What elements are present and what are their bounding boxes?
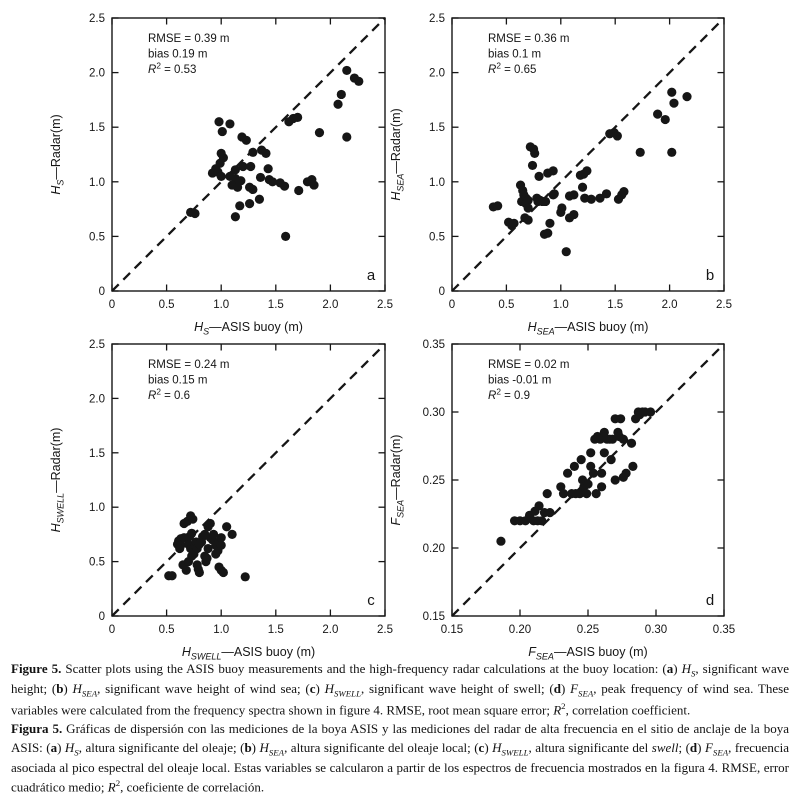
label-segment: R	[488, 390, 497, 402]
data-point	[493, 201, 502, 210]
caption-segment: Figure 5.	[11, 661, 62, 676]
caption-english	[11, 660, 789, 720]
label-segment: RMSE = 0.39 m	[148, 33, 230, 45]
caption-segment: d	[689, 739, 698, 755]
caption-segment: , altura significante del oleaje; (	[78, 739, 245, 755]
y-tick-label: 0.15	[422, 611, 445, 623]
label-segment: —ASIS buoy (m)	[553, 645, 648, 659]
data-point	[222, 522, 231, 531]
caption-segment: )	[697, 739, 705, 755]
x-tick-label: 1.0	[213, 624, 230, 636]
x-tick-label: 0.30	[644, 624, 668, 636]
label-segment: RMSE = 0.02 m	[488, 359, 570, 371]
caption-segment: S	[690, 668, 696, 679]
caption-segment: F	[570, 681, 579, 697]
data-point	[235, 201, 244, 210]
x-tick-label: 0.15	[440, 624, 464, 636]
caption-segment: H	[492, 739, 502, 755]
label-segment: 2	[496, 387, 501, 397]
caption-segment: )	[315, 681, 325, 697]
stats-line	[488, 359, 570, 371]
y-tick-label: 1.5	[429, 122, 445, 135]
caption-segment: swell	[651, 739, 679, 755]
data-point	[582, 489, 591, 498]
data-point	[563, 469, 572, 478]
y-tick-label: 1.5	[89, 122, 105, 135]
caption-segment: c	[309, 681, 316, 697]
data-point	[646, 407, 655, 416]
label-segment: H	[527, 320, 537, 334]
caption-segment: , altura significante del	[528, 739, 652, 755]
x-tick-label: 0.35	[712, 624, 736, 636]
y-tick-label: 0.5	[89, 231, 105, 244]
panel-letter: c	[367, 592, 375, 609]
y-tick-label: 2.5	[429, 13, 445, 25]
data-point	[231, 212, 240, 221]
data-point	[661, 115, 670, 124]
label-segment: SEA	[395, 173, 406, 192]
data-point	[217, 541, 226, 550]
x-tick-label: 0.5	[158, 299, 175, 311]
data-point	[342, 66, 351, 75]
data-point	[281, 232, 290, 241]
data-point	[242, 136, 251, 145]
caption-segment: , peak frequency of wind sea. These variables were calculated from the frequency spectra shown in figure 4. RMSE, root mean square error;	[11, 681, 789, 718]
label-segment: —ASIS buoy (m)	[221, 645, 316, 659]
label-segment: bias 0.15 m	[148, 374, 208, 387]
data-point	[569, 210, 578, 219]
caption-segment: )	[57, 739, 65, 755]
label-segment: R	[148, 390, 157, 402]
label-segment: 2	[496, 61, 501, 71]
caption-segment: SWELL	[501, 747, 529, 758]
stats-line	[488, 49, 541, 61]
label-segment: = 0.65	[500, 64, 537, 76]
stats-line	[148, 359, 230, 371]
x-tick-label: 0	[108, 299, 116, 311]
panel-letter: b	[705, 267, 715, 284]
data-point	[667, 88, 676, 97]
y-tick-label: 0.5	[429, 231, 445, 244]
data-point	[562, 247, 571, 256]
data-point	[256, 173, 265, 182]
label-segment: S	[203, 326, 210, 337]
data-point	[534, 172, 543, 181]
caption-segment: a	[666, 661, 674, 676]
data-point	[586, 448, 595, 457]
data-point	[621, 469, 630, 478]
y-tick-label: 0.25	[422, 475, 445, 487]
data-point	[597, 469, 606, 478]
caption-segment: )	[251, 739, 260, 755]
label-segment: R	[148, 64, 157, 76]
caption-segment: H	[64, 739, 75, 755]
y-tick-label: 2.0	[89, 67, 105, 80]
label-segment: bias 0.1 m	[488, 48, 542, 61]
caption-spanish	[11, 720, 789, 797]
data-point	[217, 172, 226, 181]
caption-segment: , altura significante del oleaje local; (	[284, 739, 479, 755]
data-point	[669, 99, 678, 108]
data-point	[530, 149, 539, 158]
caption-segment: , significant wave height of swell; (	[361, 681, 554, 697]
label-segment: 2	[156, 387, 161, 397]
data-point	[613, 131, 622, 140]
caption-segment: 2	[561, 701, 566, 712]
data-point	[214, 117, 223, 126]
x-tick-label: 2.5	[377, 299, 393, 311]
stats-line	[488, 33, 570, 45]
label-segment: bias 0.19 m	[148, 48, 208, 61]
y-tick-label: 2.0	[89, 393, 105, 406]
panel-d-plot	[367, 328, 754, 674]
x-tick-label: 2.0	[661, 299, 678, 311]
stats-line	[148, 33, 230, 45]
data-point	[195, 568, 204, 577]
label-segment: —Radar(m)	[389, 434, 403, 500]
label-segment: —ASIS buoy (m)	[209, 320, 303, 334]
caption-segment: SEA	[578, 688, 594, 699]
data-point	[616, 414, 625, 423]
data-point	[225, 119, 234, 128]
data-point	[241, 572, 250, 581]
data-point	[682, 92, 691, 101]
y-tick-label: 2.5	[89, 339, 105, 351]
label-segment: 2	[156, 61, 161, 71]
label-segment: H	[181, 645, 191, 659]
caption-segment: d	[553, 681, 561, 697]
data-point	[233, 183, 242, 192]
caption-segment: S	[74, 747, 79, 758]
y-tick-label: 1.0	[89, 502, 105, 515]
label-segment: = 0.9	[500, 390, 531, 402]
data-point	[628, 462, 637, 471]
caption-segment: H	[681, 661, 691, 676]
data-point	[541, 197, 550, 206]
data-point	[611, 475, 620, 484]
data-point	[577, 455, 586, 464]
caption-segment: Figura 5.	[11, 721, 63, 737]
data-point	[587, 195, 596, 204]
x-tick-label: 0.5	[158, 624, 175, 636]
data-point	[293, 113, 302, 122]
x-tick-label: 0	[448, 299, 456, 311]
caption-segment: )	[561, 681, 571, 697]
data-point	[188, 515, 197, 524]
caption-segment: b	[244, 739, 252, 755]
data-point	[337, 90, 346, 99]
label-segment: SEA	[536, 326, 555, 337]
data-point	[559, 489, 568, 498]
x-tick-label: 0	[108, 624, 116, 636]
data-point	[496, 537, 505, 546]
y-axis-label	[49, 428, 66, 533]
x-tick-label: 1.0	[213, 299, 230, 311]
data-point	[597, 482, 606, 491]
data-point	[354, 77, 363, 86]
data-point	[190, 209, 199, 218]
caption-segment: SEA	[81, 688, 98, 699]
caption-segment: SWELL	[334, 688, 361, 699]
data-point	[636, 148, 645, 157]
y-tick-label: 0	[438, 286, 445, 298]
caption-segment: Gráficas de dispersión con las mediciones de la boya ASIS y las mediciones del radar de alta frecuencia en el sitio de anclaje de la boya ASIS: (	[11, 721, 789, 755]
caption-segment: F	[704, 739, 713, 755]
stats-line	[148, 62, 196, 77]
data-point	[549, 166, 558, 175]
stats-line	[488, 388, 530, 403]
data-point	[175, 544, 184, 553]
data-point	[543, 489, 552, 498]
data-point	[557, 203, 566, 212]
caption-segment: SEA	[712, 747, 729, 758]
x-tick-label: 0.20	[508, 624, 532, 636]
caption-segment: b	[56, 681, 64, 697]
stats-line	[488, 375, 551, 387]
data-point	[524, 203, 533, 212]
y-tick-label: 0.35	[422, 339, 445, 351]
caption-segment: H	[259, 739, 269, 755]
stats-line	[488, 62, 536, 77]
label-segment: H	[49, 185, 63, 195]
caption-segment: )	[484, 739, 493, 755]
label-segment: = 0.6	[160, 390, 191, 402]
label-segment: bias -0.01 m	[488, 374, 552, 387]
data-point	[528, 161, 537, 170]
label-segment: —ASIS buoy (m)	[554, 320, 649, 334]
label-segment: RMSE = 0.24 m	[148, 359, 230, 371]
data-point	[167, 571, 176, 580]
x-tick-label: 2.5	[716, 299, 732, 311]
caption-segment: SEA	[268, 747, 285, 758]
data-point	[619, 435, 628, 444]
label-segment: SEA	[395, 499, 406, 518]
data-point	[545, 219, 554, 228]
data-point	[245, 199, 254, 208]
panel-a-plot	[27, 2, 415, 349]
label-segment: F	[389, 517, 403, 526]
caption-segment: , coeficiente de correlación.	[120, 779, 265, 795]
label-segment: R	[488, 64, 497, 76]
caption-segment: )	[63, 681, 73, 697]
panel-b-plot	[367, 2, 754, 349]
label-segment: —Radar(m)	[389, 108, 403, 174]
data-point	[619, 187, 628, 196]
data-point	[202, 554, 211, 563]
data-point	[246, 162, 255, 171]
label-segment: S	[55, 179, 66, 186]
data-point	[653, 109, 662, 118]
data-point	[219, 568, 228, 577]
y-axis-label	[389, 108, 406, 200]
y-tick-label: 1.0	[429, 176, 445, 189]
x-tick-label: 0.5	[498, 299, 515, 311]
data-point	[315, 128, 324, 137]
data-point	[294, 186, 303, 195]
x-tick-label: 1.5	[267, 299, 284, 311]
caption-segment: H	[324, 681, 335, 697]
data-point	[667, 148, 676, 157]
label-segment: H	[49, 523, 63, 533]
data-point	[248, 148, 257, 157]
data-point	[218, 127, 227, 136]
data-point	[187, 529, 196, 538]
caption-segment: , frecuencia asociada al pico espectral del oleaje local. Estas variables se calcularon a partir de los espectros de frecuencia mostrados en la figura 4. RMSE, error cuadrático medio;	[11, 739, 789, 795]
x-tick-label: 1.5	[607, 299, 624, 311]
data-point	[607, 455, 616, 464]
caption-segment: H	[72, 681, 82, 697]
data-point	[602, 189, 611, 198]
label-segment: RMSE = 0.36 m	[488, 33, 570, 45]
data-point	[509, 219, 518, 228]
data-point	[264, 164, 273, 173]
x-tick-label: 2.5	[377, 624, 393, 636]
data-point	[261, 149, 270, 158]
label-segment: —Radar(m)	[49, 427, 63, 493]
y-tick-label: 0.20	[422, 543, 445, 555]
data-point	[545, 508, 554, 517]
panel-letter: a	[366, 267, 376, 284]
x-tick-label: 2.0	[322, 299, 339, 311]
caption-segment: , correlation coefficient.	[565, 702, 691, 718]
data-point	[569, 190, 578, 199]
data-point	[248, 185, 257, 194]
caption-segment: R	[107, 779, 116, 795]
caption-segment: )	[673, 661, 682, 676]
label-segment: F	[528, 645, 536, 659]
x-tick-label: 0.25	[576, 624, 600, 636]
data-point	[255, 195, 264, 204]
data-point	[228, 530, 237, 539]
y-tick-label: 1.0	[89, 176, 105, 189]
panel-c-plot	[27, 328, 415, 674]
data-point	[550, 189, 559, 198]
data-point	[537, 516, 546, 525]
data-point	[333, 100, 342, 109]
stats-line	[148, 49, 207, 61]
data-point	[543, 229, 552, 238]
stats-line	[148, 388, 190, 403]
y-tick-label: 2.5	[89, 13, 105, 25]
label-segment: H	[389, 191, 403, 201]
x-tick-label: 2.0	[322, 624, 339, 636]
label-segment: SWELL	[55, 492, 66, 524]
data-point	[280, 182, 289, 191]
data-point	[182, 566, 191, 575]
y-tick-label: 2.0	[429, 67, 445, 80]
caption-segment: a	[50, 739, 58, 755]
y-tick-label: 0.5	[89, 556, 105, 569]
caption-segment: , significant wave height; (	[11, 661, 789, 697]
caption-segment: ; (	[678, 739, 690, 755]
data-point	[600, 448, 609, 457]
x-tick-label: 1.0	[552, 299, 569, 311]
caption-segment: c	[478, 739, 485, 755]
data-point	[583, 479, 592, 488]
y-axis-label	[49, 114, 66, 194]
stats-line	[148, 375, 207, 387]
y-tick-label: 0.30	[422, 407, 445, 419]
label-segment: H	[194, 320, 204, 334]
panel-letter: d	[705, 592, 715, 609]
caption-segment: R	[553, 702, 562, 718]
x-tick-label: 1.5	[267, 624, 284, 636]
caption-segment: Scatter plots using the ASIS buoy measurements and the high-frequency radar calculations at the buoy location: (	[61, 661, 667, 676]
data-point	[342, 132, 351, 141]
figure-captions	[11, 660, 789, 797]
data-point	[570, 462, 579, 471]
data-point	[627, 439, 636, 448]
label-segment: SWELL	[190, 651, 222, 662]
label-segment: = 0.53	[160, 64, 197, 76]
y-tick-label: 1.5	[89, 447, 105, 460]
y-tick-label: 0	[98, 286, 105, 298]
data-point	[309, 180, 318, 189]
data-point	[582, 166, 591, 175]
caption-segment: , significant wave height of wind sea; (	[97, 681, 310, 697]
label-segment: —Radar(m)	[49, 114, 63, 180]
y-tick-label: 0	[98, 611, 105, 623]
caption-segment: 2	[115, 778, 121, 789]
data-point	[589, 469, 598, 478]
y-axis-label	[389, 435, 406, 526]
label-segment: SEA	[535, 651, 554, 662]
data-point	[206, 519, 215, 528]
data-point	[524, 215, 533, 224]
data-point	[578, 183, 587, 192]
